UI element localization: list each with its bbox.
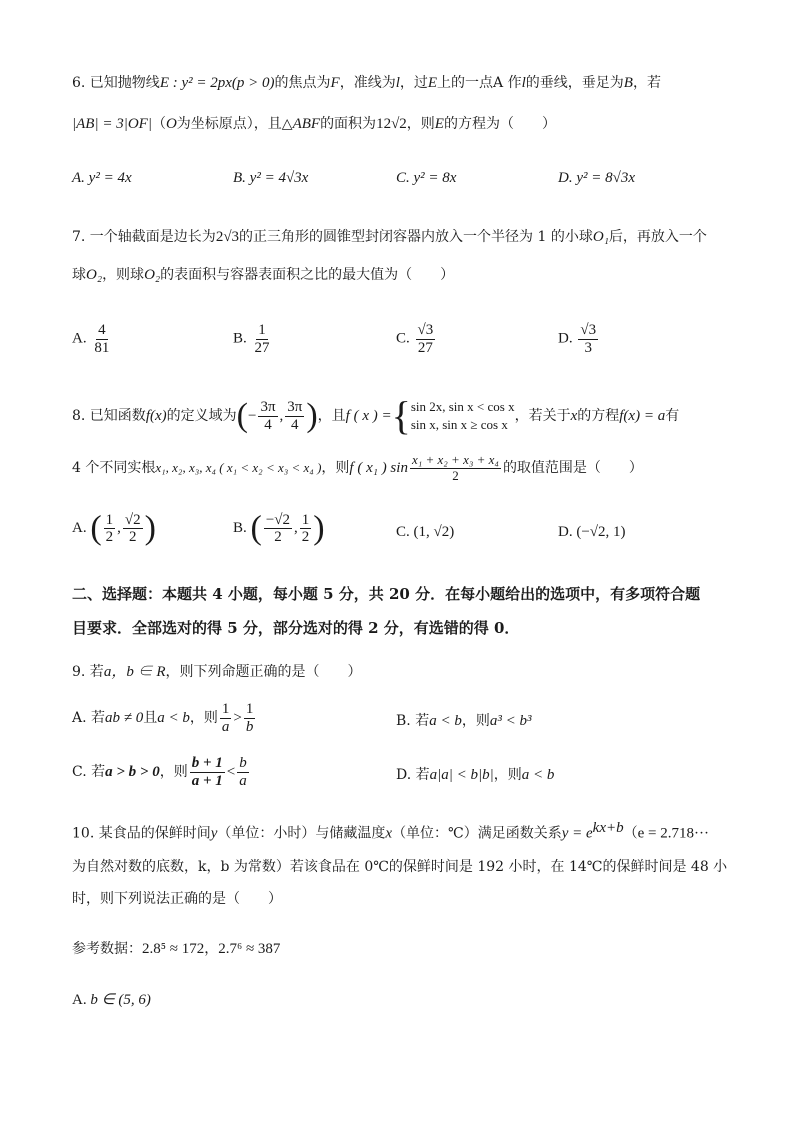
q7-ball-2: O₂ [86, 267, 103, 283]
q9-a-cond: ab ≠ 0 [105, 710, 144, 726]
q9-c-op: < [226, 764, 236, 780]
q9-text: ，则下列命题正确的是（ ） [165, 664, 362, 680]
q10-line2: 为自然对数的底数，k，b 为常数）若该食品在 0℃的保鲜时间是 192 小时，在 14℃的保鲜时间是 48 小 [72, 859, 728, 875]
q8-equation: f(x) = a [619, 408, 666, 424]
q8-text: ，且 [317, 408, 346, 424]
q7-option-c[interactable] [396, 322, 437, 356]
q8-piece-2: sin x, sin x ≥ cos x [410, 417, 508, 432]
q8-d-value: (−√2, 1) [576, 524, 626, 540]
q10-a-value: b ∈ (5, 6) [90, 992, 151, 1008]
q8-option-c[interactable] [396, 524, 454, 541]
q7-option-a[interactable] [72, 322, 113, 356]
q7-a-den: 81 [94, 339, 110, 356]
q7-d-den: 3 [584, 339, 592, 356]
q10-text: ， [204, 941, 219, 957]
q10-ref-2: 2.7⁶ ≈ 387 [218, 941, 281, 957]
q8-b-num1: −√2 [265, 511, 291, 528]
q7-line1 [72, 226, 707, 246]
q9-text: C. 若 [72, 764, 106, 780]
q7-text: 球 [72, 267, 86, 283]
option-label: C. [396, 524, 410, 540]
q9-d-cond: a|a| < b|b| [429, 767, 494, 783]
q9-text: ，则 [461, 713, 490, 729]
section-heading-line2: 目要求．全部选对的得 5 分，部分选对的得 2 分，有选错的得 0． [72, 619, 520, 637]
q8-a-num2: √2 [124, 511, 141, 528]
option-label: B. [233, 330, 247, 347]
q6-text: 6. 已知抛物线 [72, 75, 160, 91]
section-heading-line1: 二、选择题：本题共 4 小题，每小题 5 分，共 20 分．在每小题给出的选项中，有多项符合题 [72, 585, 701, 603]
option-label: D. [558, 330, 573, 347]
q8-function: f ( x ) = [345, 408, 392, 424]
q10-exponent: kx+b [592, 820, 624, 836]
q8-text: 的取值范围是（ ） [502, 460, 643, 476]
q7-option-b[interactable] [233, 322, 274, 356]
q9-text: 9. 若 [72, 664, 104, 680]
q6-text: 的面积为 [320, 116, 377, 132]
q6-line1 [72, 72, 661, 92]
q6-var: B [623, 75, 633, 91]
q7-side-length: 2√3 [215, 229, 240, 245]
q10-var: y [210, 825, 218, 842]
q9-c-den2: a [239, 772, 247, 789]
q9-option-b[interactable] [396, 710, 531, 730]
q6-var: ABF [292, 116, 321, 132]
q6-area: 12√2 [376, 116, 407, 132]
q9-c-num2: b [239, 755, 247, 771]
q8-piece-1: sin 2x, sin x < cos x [410, 399, 515, 415]
q8-text: 有 [665, 408, 680, 424]
q6-var: E [434, 116, 444, 132]
q6-option-b[interactable]: B. y² = 4√3x [233, 170, 309, 186]
q10-text: （单位：℃）满足函数关系 [392, 825, 562, 842]
q7-b-den: 27 [254, 339, 270, 356]
q9-c-den1: a + 1 [191, 772, 223, 789]
q8-expression: f ( x₁ ) sin [349, 460, 408, 476]
q9-b-result: a³ < b³ [489, 713, 532, 729]
q9-a-num2: 1 [245, 701, 254, 717]
q8-expr-num: x₁ + x₂ + x₃ + x₄ [411, 452, 499, 468]
q8-dom-den1: 4 [264, 416, 272, 433]
q9-text: D. 若 [396, 767, 430, 783]
q8-a-den2: 2 [129, 529, 137, 546]
q6-condition: |AB| = 3|OF| [72, 116, 152, 132]
q8-option-a[interactable]: A. ( $\frac{1}{2}$ , $\frac{√2}{2}$ ) [72, 509, 156, 547]
q9-text: ，则 [493, 767, 522, 783]
q10-text: 10. 某食品的保鲜时间 [72, 825, 211, 842]
q6-text: ，准线为 [339, 75, 396, 91]
q10-function: y = e [561, 825, 593, 842]
q6-text: 的焦点为 [274, 75, 331, 91]
q7-c-num: √3 [417, 322, 434, 338]
q9-d-result: a < b [521, 767, 555, 783]
q9-a-den2: b [245, 718, 254, 735]
q9-option-d[interactable] [396, 764, 554, 784]
q9-a-cond2: a < b [157, 710, 190, 726]
q9-text: ，则 [189, 710, 218, 726]
option-label: D. [558, 524, 573, 540]
q9-option-a[interactable] [72, 698, 257, 738]
q7-ball-2: O₂ [144, 267, 161, 283]
q8-dom-den2: 4 [291, 416, 299, 433]
q10-text: 参考数据： [72, 941, 142, 957]
q7-text: 后，再放入一个 [608, 229, 707, 245]
q10-euler: e = 2.718··· [637, 825, 709, 842]
option-label: A. [72, 992, 87, 1008]
q9-a-den1: a [221, 718, 230, 735]
q6-text: ，若 [632, 75, 661, 91]
q8-text: ，则 [321, 460, 350, 476]
q6-option-a[interactable]: A. y² = 4x [72, 170, 132, 186]
q9-text: B. 若 [396, 713, 430, 729]
q8-dom-num1: 3π [260, 399, 276, 415]
q7-c-den: 27 [417, 339, 433, 356]
q9-a-op: > [233, 710, 242, 726]
q8-text: 的定义域为 [166, 408, 237, 424]
q7-text: 的表面积与容器表面积之比的最大值为（ ） [160, 267, 455, 283]
q7-d-num: √3 [580, 322, 597, 338]
option-label: A. [72, 520, 87, 536]
q7-b-num: 1 [258, 322, 266, 338]
q8-roots: x₁, x₂, x₃, x₄ ( x₁ < x₂ < x₃ < x₄ ) [155, 460, 322, 475]
q6-directrix: l [395, 75, 400, 91]
q6-focus: F [330, 75, 340, 91]
q10-ref-1: 2.8⁵ ≈ 172 [142, 941, 205, 957]
q9-c-cond: a > b > 0 [105, 764, 160, 780]
q8-b-den1: 2 [274, 529, 282, 546]
q6-var: O [165, 116, 177, 132]
q9-a-num1: 1 [221, 701, 230, 717]
q6-text: 为坐标原点），且△ [176, 116, 293, 132]
q7-text: 7. 一个轴截面是边长为 [72, 229, 216, 245]
q8-expr-den: 2 [452, 467, 459, 483]
option-label: C. [396, 330, 410, 347]
q7-text: ，则球 [102, 267, 145, 283]
q9-b-cond: a < b [429, 713, 462, 729]
q10-line1 [72, 820, 709, 843]
q7-ball-1: O₁ [592, 229, 609, 245]
q6-text: （ [151, 116, 166, 132]
q8-var: x [570, 408, 578, 424]
q8-text: 8. 已知函数 [72, 408, 146, 424]
q8-c-value: (1, √2) [413, 524, 455, 540]
q8-b-den2: 2 [301, 529, 310, 546]
q6-text: ，则 [406, 116, 435, 132]
q10-text: （单位：小时）与储藏温度 [217, 825, 386, 842]
q8-a-num1: 1 [105, 511, 114, 528]
q9-text: 且 [143, 710, 158, 726]
q9-c-num1: b + 1 [191, 755, 223, 771]
q6-line2 [72, 113, 556, 133]
q7-text: 的正三角形的圆锥型封闭容器内放入一个半径为 1 的小球 [239, 229, 593, 245]
q9-stem [72, 660, 361, 681]
q9-text: ，则 [159, 764, 188, 780]
q8-line1: 8. 已知函数f(x)的定义域为(− $\frac{3\pi}{4}$ , $\frac{3\pi}{4}$ )，且f ( x ) ={ sin 2x, sin x < cos x sin x, sin x ≥ cos x ，若关于x的方程f(x) = a有 [72, 393, 680, 438]
q6-var: E [427, 75, 438, 91]
q10-option-a[interactable] [72, 990, 151, 1009]
q6-parabola-eq: E : y² = 2px(p > 0) [159, 75, 275, 91]
q9-option-c[interactable] [72, 752, 251, 792]
q7-a-num: 4 [98, 322, 106, 338]
option-label: B. [233, 520, 247, 536]
q6-text: 上的一点A 作 [437, 75, 522, 91]
q10-reference [72, 938, 280, 958]
q10-var: x [385, 825, 393, 842]
q6-text: 的垂线，垂足为 [525, 75, 624, 91]
q8-option-b[interactable]: B. ( $\frac{-√2}{2}$ , $\frac{1}{2}$ ) [233, 509, 325, 547]
q6-option-d[interactable]: D. y² = 8√3x [558, 170, 635, 186]
q8-line2 [72, 450, 643, 486]
q8-text: 4 个不同实根 [72, 460, 156, 476]
q8-b-num2: 1 [301, 511, 310, 528]
q8-dom-num2: 3π [287, 399, 303, 415]
q7-option-d[interactable] [558, 322, 600, 356]
q6-var: l [521, 75, 526, 91]
q10-line3: 时，则下列说法正确的是（ ） [72, 891, 282, 907]
q6-text: ，过 [399, 75, 428, 91]
q9-condition: a，b ∈ R [103, 664, 166, 680]
q6-text: 的方程为（ ） [443, 116, 556, 132]
q9-text: A. 若 [72, 710, 106, 726]
q6-option-c[interactable]: C. y² = 8x [396, 170, 457, 186]
q8-option-d[interactable] [558, 524, 626, 541]
q8-function: f(x) [145, 408, 167, 424]
q7-line2 [72, 264, 454, 284]
option-label: A. [72, 330, 87, 347]
q8-text: ，若关于 [514, 408, 571, 424]
q10-text: （ [623, 825, 638, 842]
q8-a-den1: 2 [105, 529, 114, 546]
q8-text: 的方程 [577, 408, 620, 424]
